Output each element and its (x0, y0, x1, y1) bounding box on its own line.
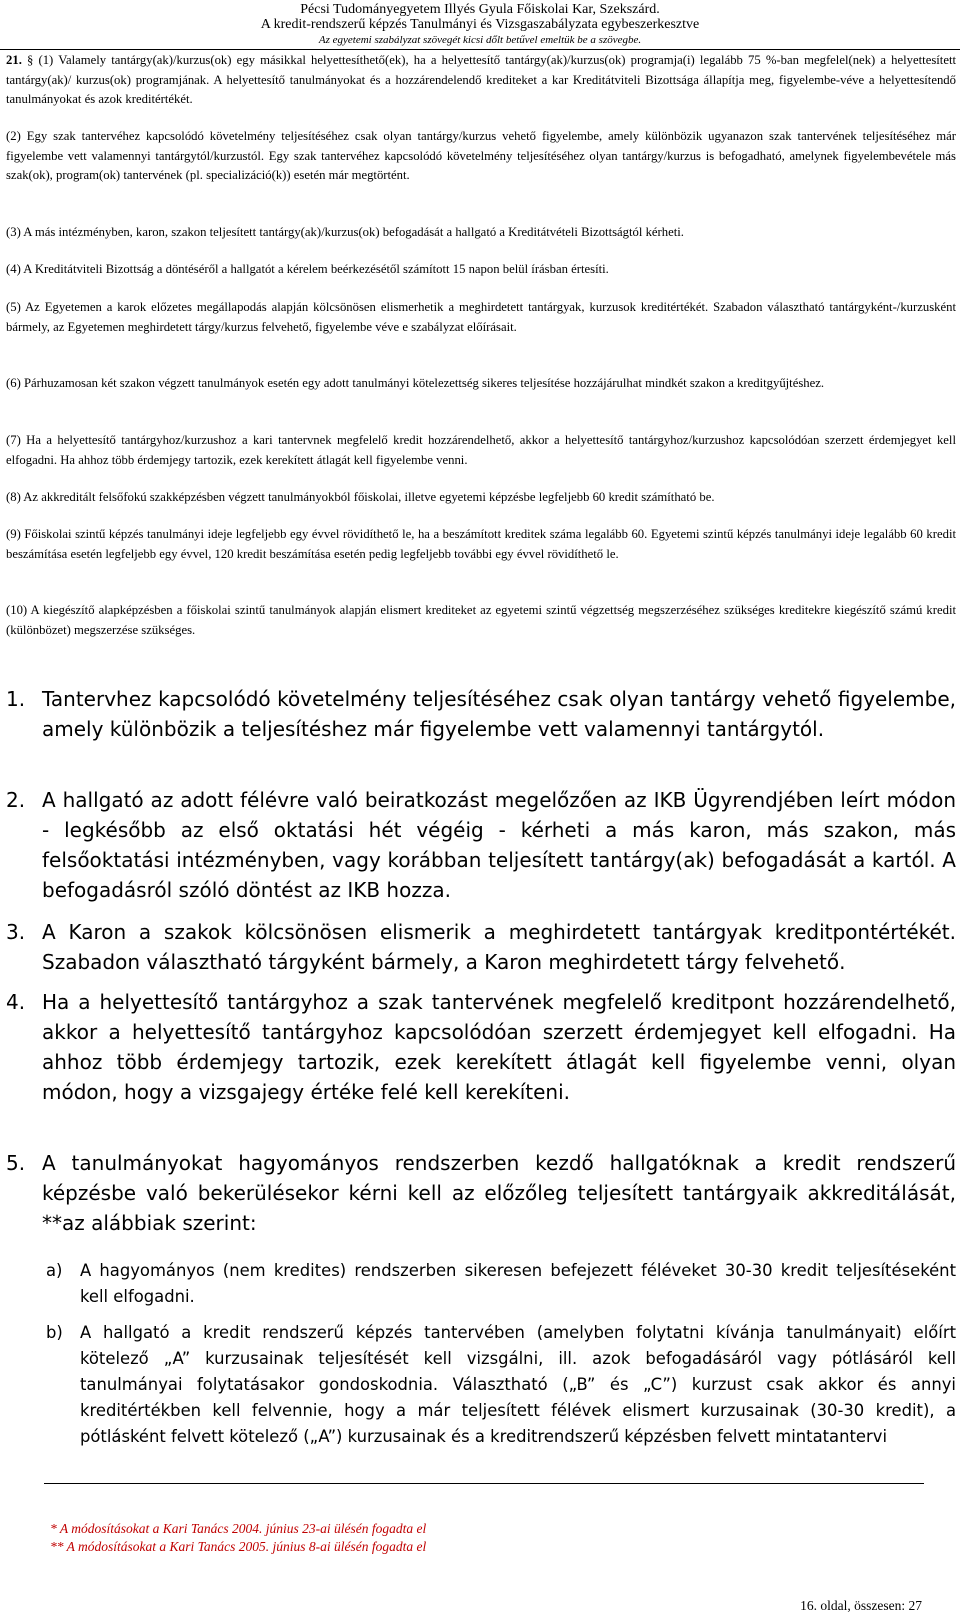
sub-item (46, 1320, 956, 1450)
section-number: 21. (6, 53, 22, 67)
header-rule (0, 49, 960, 50)
header-note: Az egyetemi szabályzat szövegét kicsi dőlt betűvel emeltük be a szövegbe. (318, 34, 642, 46)
paragraph-8: (8) Az akkreditált felsőfokú szakképzésben végzett tanulmányokból főiskolai, illetve egyetemi képzésbe legfeljebb 60 kredit számítható be. (6, 490, 715, 504)
paragraph-1 (6, 51, 956, 110)
sub-item (46, 1258, 956, 1310)
sub-item-text: A hallgató a kredit rendszerű képzés tantervében (amelyben folytatni kívánja tanulmányait) előírt kötelező „A” kurzusainak teljesítését kell vizsgálni, ill. azok befogadásáról vagy pótlásáról kell tanulmányai folytatásakor gondoskodnia. Választható („B” és „C”) kurzust csak akkor és annyi kreditértékben kell felvennie, hogy a már teljesített félévek elismert kurzusainak (30-30 kredit), a pótlásként felvett kötelező („A”) kurzusainak és a kreditrendszerű képzésben felvett mintatantervi (80, 1323, 956, 1446)
faculty-rule (6, 987, 956, 1107)
page-number: 16. oldal, összesen: 27 (800, 1598, 922, 1613)
paragraph-3: (3) A más intézményben, karon, szakon teljesített tantárgy(ak)/kurzus(ok) befogadását a hallgató a Kreditátvételi Bizottságtól kérheti. (6, 225, 684, 239)
faculty-rule-number: 4. (6, 990, 26, 1014)
footnote-2004: * A módosításokat a Kari Tanács 2004. június 23-ai ülésén fogadta el (50, 1521, 427, 1536)
faculty-rule-number: 2. (6, 788, 26, 812)
paragraph-9: (9) Főiskolai szintű képzés tanulmányi ideje legfeljebb egy évvel rövidíthető le, ha a beszámított kreditek száma legalább 60. Egyetemi szintű képzés tanulmányi ideje legalább 60 kredit beszámítása esetén legfeljebb egy évvel, 120 kredit beszámítása esetén pedig legfeljebb további egy évvel rövidíthető le. (6, 527, 956, 561)
header-title: A kredit-rendszerű képzés Tanulmányi és Vizsgaszabályzata egybeszerkesztve (260, 17, 700, 32)
header-institution: Pécsi Tudományegyetem Illyés Gyula Főiskolai Kar, Szekszárd. (300, 2, 660, 17)
footnote-rule (44, 1483, 924, 1484)
paragraph-4: (4) A Kreditátviteli Bizottság a döntéséről a hallgatót a kérelem beérkezésétől számított 15 napon belül írásban értesíti. (6, 262, 609, 276)
faculty-rule-number: 5. (6, 1151, 26, 1175)
paragraph-7: (7) Ha a helyettesítő tantárgyhoz/kurzushoz a kari tantervnek megfelelő kredit hozzárendelhető, akkor a helyettesítő tantárgyhoz/kurzushoz kapcsolódóan szerzett érdemjegyet kell elfogadni. Ha ahhoz több érdemjegy tartozik, ezek kerekített átlagát kell figyelembe venni. (6, 433, 956, 467)
faculty-rule-text: Tantervhez kapcsolódó követelmény teljesítéséhez csak olyan tantárgy vehető figyelembe, amely különbözik a teljesítéshez már figyelembe vett valamennyi tantárgytól. (42, 687, 956, 741)
footnote-2005: ** A módosításokat a Kari Tanács 2005. június 8-ai ülésén fogadta el (50, 1539, 427, 1554)
faculty-rule (6, 917, 956, 977)
faculty-rule-text: A Karon a szakok kölcsönösen elismerik a meghirdetett tantárgyak kreditpontértékét. Szabadon választható tárgyként bármely, a Karon meghirdetett tárgy felvehető. (42, 920, 956, 974)
paragraph-10: (10) A kiegészítő alapképzésben a főiskolai szintű tanulmányok alapján elismert krediteket az egyetemi szintű végzettség megszerzéséhez szükséges kreditekre kiegészítő számú kredit (különbözet) megszerzése szükséges. (6, 603, 956, 637)
sub-item-letter: a) (46, 1261, 63, 1280)
paragraph-6: (6) Párhuzamosan két szakon végzett tanulmányok esetén egy adott tanulmányi kötelezettség sikeres teljesítése hozzájárulhat mindkét szakon a kreditgyűjtéshez. (6, 376, 825, 390)
paragraph-2: (2) Egy szak tantervéhez kapcsolódó követelmény teljesítéséhez csak olyan tantárgy/kurzus vehető figyelembe, amely különbözik ugyanazon szak tantervének teljesítéséhez már figyelembe vett valamennyi tantárgytól/kurzustól. Egy szak tantervéhez kapcsolódó követelmény teljesítéséhez olyan tantárgy/kurzus is befogadható, amelynek figyelembevétele más szak(ok), program(ok) tantervének (pl. specializáció(k)) esetén már megtörtént. (6, 129, 956, 182)
faculty-rule-text: A hallgató az adott félévre való beiratkozást megelőzően az IKB Ügyrendjében leírt módon - legkésőbb az első oktatási hét végéig - kérheti a más karon, más szakon, más felsőoktatási intézményben, vagy korábban teljesített tantárgy(ak) befogadását a kartól. A befogadásról szóló döntést az IKB hozza. (42, 788, 956, 902)
faculty-rule-number: 1. (6, 687, 26, 711)
faculty-rule-text: Ha a helyettesítő tantárgyhoz a szak tantervének megfelelő kreditpont hozzárendelhető, akkor a helyettesítő tantárgyhoz kapcsolódóan szerzett érdemjegyet kell elfogadni. Ha ahhoz több érdemjegy tartozik, ezek kerekített átlagát kell figyelembe venni, olyan módon, hogy a vizsgajegy értéke felé kell kerekíteni. (42, 990, 956, 1104)
paragraph-1-text: § (1) Valamely tantárgy(ak)/kurzus(ok) egy másikkal helyettesíthető(ek), ha a helyettesítő tantárgy(ak)/kurzus(ok) programja(i) legalább 75 %-ban megfelel(nek) a helyettesített tantárgy(ak)/ kurzus(ok) programjának. A helyettesítő tanulmányokat és a hozzárendelendő krediteket a kar Kreditátviteli Bizottsága állapítja meg, figyelembe-véve a helyettesítendő tanulmányokat és azok kreditértékét. (6, 53, 956, 106)
paragraph-5: (5) Az Egyetemen a karok előzetes megállapodás alapján kölcsönösen elismerhetik a meghirdetett tantárgyak, kurzusok kreditértékét. Szabadon választható tantárgyként-/kurzusként bármely, az Egyetemen meghirdetett tárgy/kurzus felvehető, figyelembe véve e szabályzat előírásait. (6, 300, 956, 334)
faculty-rule (6, 1148, 956, 1238)
faculty-rule-text: A tanulmányokat hagyományos rendszerben kezdő hallgatóknak a kredit rendszerű képzésbe való bekerülésekor kérni kell az előzőleg teljesített tantárgyaik akkreditálását, **az alábbiak szerint: (42, 1151, 956, 1235)
faculty-rule (6, 785, 956, 905)
faculty-rule-number: 3. (6, 920, 26, 944)
faculty-rule (6, 684, 956, 744)
sub-item-text: A hagyományos (nem kredites) rendszerben sikeresen befejezett féléveket 30-30 kredit teljesítéseként kell elfogadni. (80, 1261, 956, 1306)
sub-item-letter: b) (46, 1323, 63, 1342)
